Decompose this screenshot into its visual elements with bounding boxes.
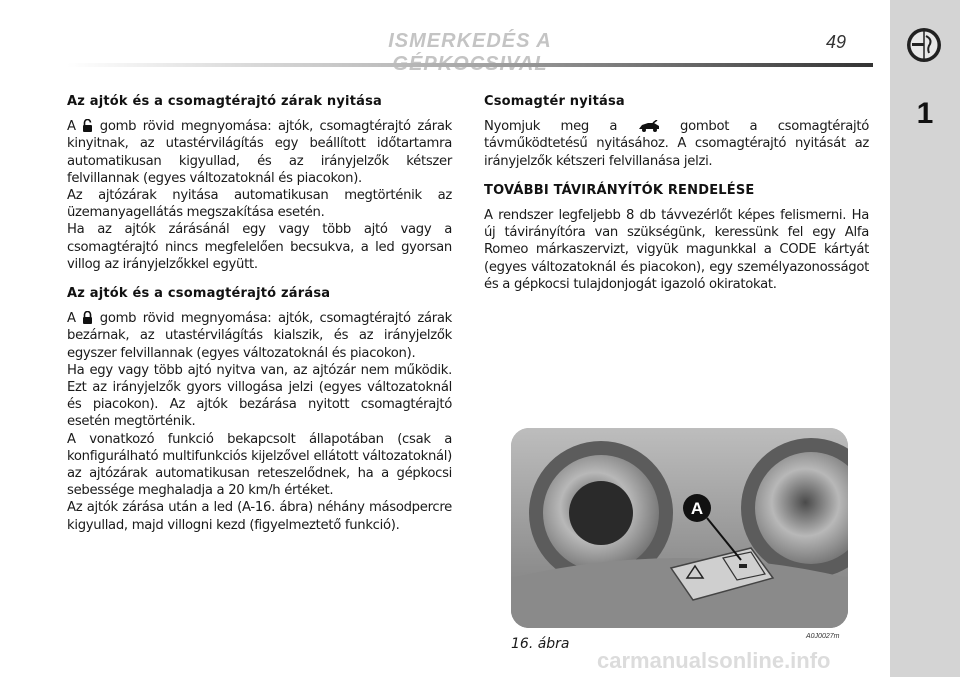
padlock-open-icon [82,119,93,132]
header-rule [67,63,873,67]
paragraph-lead: Nyomjuk meg a [484,119,618,135]
paragraph-text: gombot a csomagtérajtó távműködtetésű nyitásához. A csomagtérajtó nyitását az irányjelzők kétszeri felvillanása jelzi. [484,119,869,169]
paragraph-lead: A [67,119,76,135]
paragraph [67,310,452,362]
dashboard-illustration [511,428,848,628]
paragraph-text: gomb rövid megnyomása: ajtók, csomagtérajtó zárak bezárnak, az utastérvilágítás kialszik, és az irányjelzők egyszer felvillannak (egyes változatoknál és piacokon). [67,311,452,361]
paragraph: Ha egy vagy több ajtó nyitva van, az ajtózár nem működik. Ezt az irányjelzők gyors villogása jelzi (egyes változatoknál és piacokon). Az ajtók bezárása nyitott csomagtérajtó esetén megtörténik. [67,362,452,430]
paragraph: Az ajtózárak nyitása automatikusan megtörténik az üzemanyagellátás megszakítása esetén. [67,188,452,221]
section-title-unlock: Az ajtók és a csomagtérajtó zárak nyitása [67,94,382,109]
paragraph [484,118,869,170]
paragraph: Az ajtók zárása után a led (A-16. ábra) néhány másodpercre kigyullad, majd villogni kezd (figyelmeztető funkció). [67,500,452,533]
section-title-trunk: Csomagtér nyitása [484,94,625,109]
paragraph: A rendszer legfeljebb 8 db távvezérlőt képes felismerni. Ha új távirányítóra van szükségünk, keressünk fel egy Alfa Romeo márkaszervizt, vigyük magunkkal a CODE kártyát (egyes változatoknál és piacokon), egy személyazonosságot és a gépkocsi tulajdonjogát igazoló okiratokat. [484,208,869,292]
figure-label: A [690,499,704,518]
paragraph-text: gomb rövid megnyomása: ajtók, csomagtérajtó zárak kinyitnak, az utastérvilágítás egy beállított időtartamra automatikusan kigyullad, és az irányjelzők kétszer felvillannak (egyes változatoknál és piacokon). [67,119,452,186]
paragraph-lead: A [67,311,76,327]
paragraph: Ha az ajtók zárásánál egy vagy több ajtó vagy a csomagtérajtó nincs megfelelően becsukva, a led gyorsan villog az irányjelzőkkel együtt. [67,222,452,272]
chapter-number: 1 [916,97,934,130]
figure-caption: 16. ábra [511,636,570,652]
header-title: ISMERKEDÉS A [388,30,552,52]
section-title-lock: Az ajtók és a csomagtérajtó zárása [67,286,331,302]
car-trunk-icon [638,120,660,132]
watermark: carmanualsonline.info [597,648,831,673]
paragraph [67,118,452,187]
left-column [67,93,452,534]
alfa-romeo-logo-icon [906,27,942,63]
figure-code: A0J0027m [806,633,840,640]
paragraph: A vonatkozó funkció bekapcsolt állapotában (csak a konfigurálható multifunkciós kijelzővel ellátott változatoknál) az ajtózárak automatikusan reteszelődnek, ha a gépkocsi sebessége meghaladja a 20 km/h értéket. [67,431,452,499]
section-title-remotes: TOVÁBBI TÁVIRÁNYÍTÓK RENDELÉSE [484,182,755,198]
page-number: 49 [826,32,847,52]
right-column [484,93,869,293]
padlock-closed-icon [82,311,93,324]
dashboard-photo [511,428,848,628]
